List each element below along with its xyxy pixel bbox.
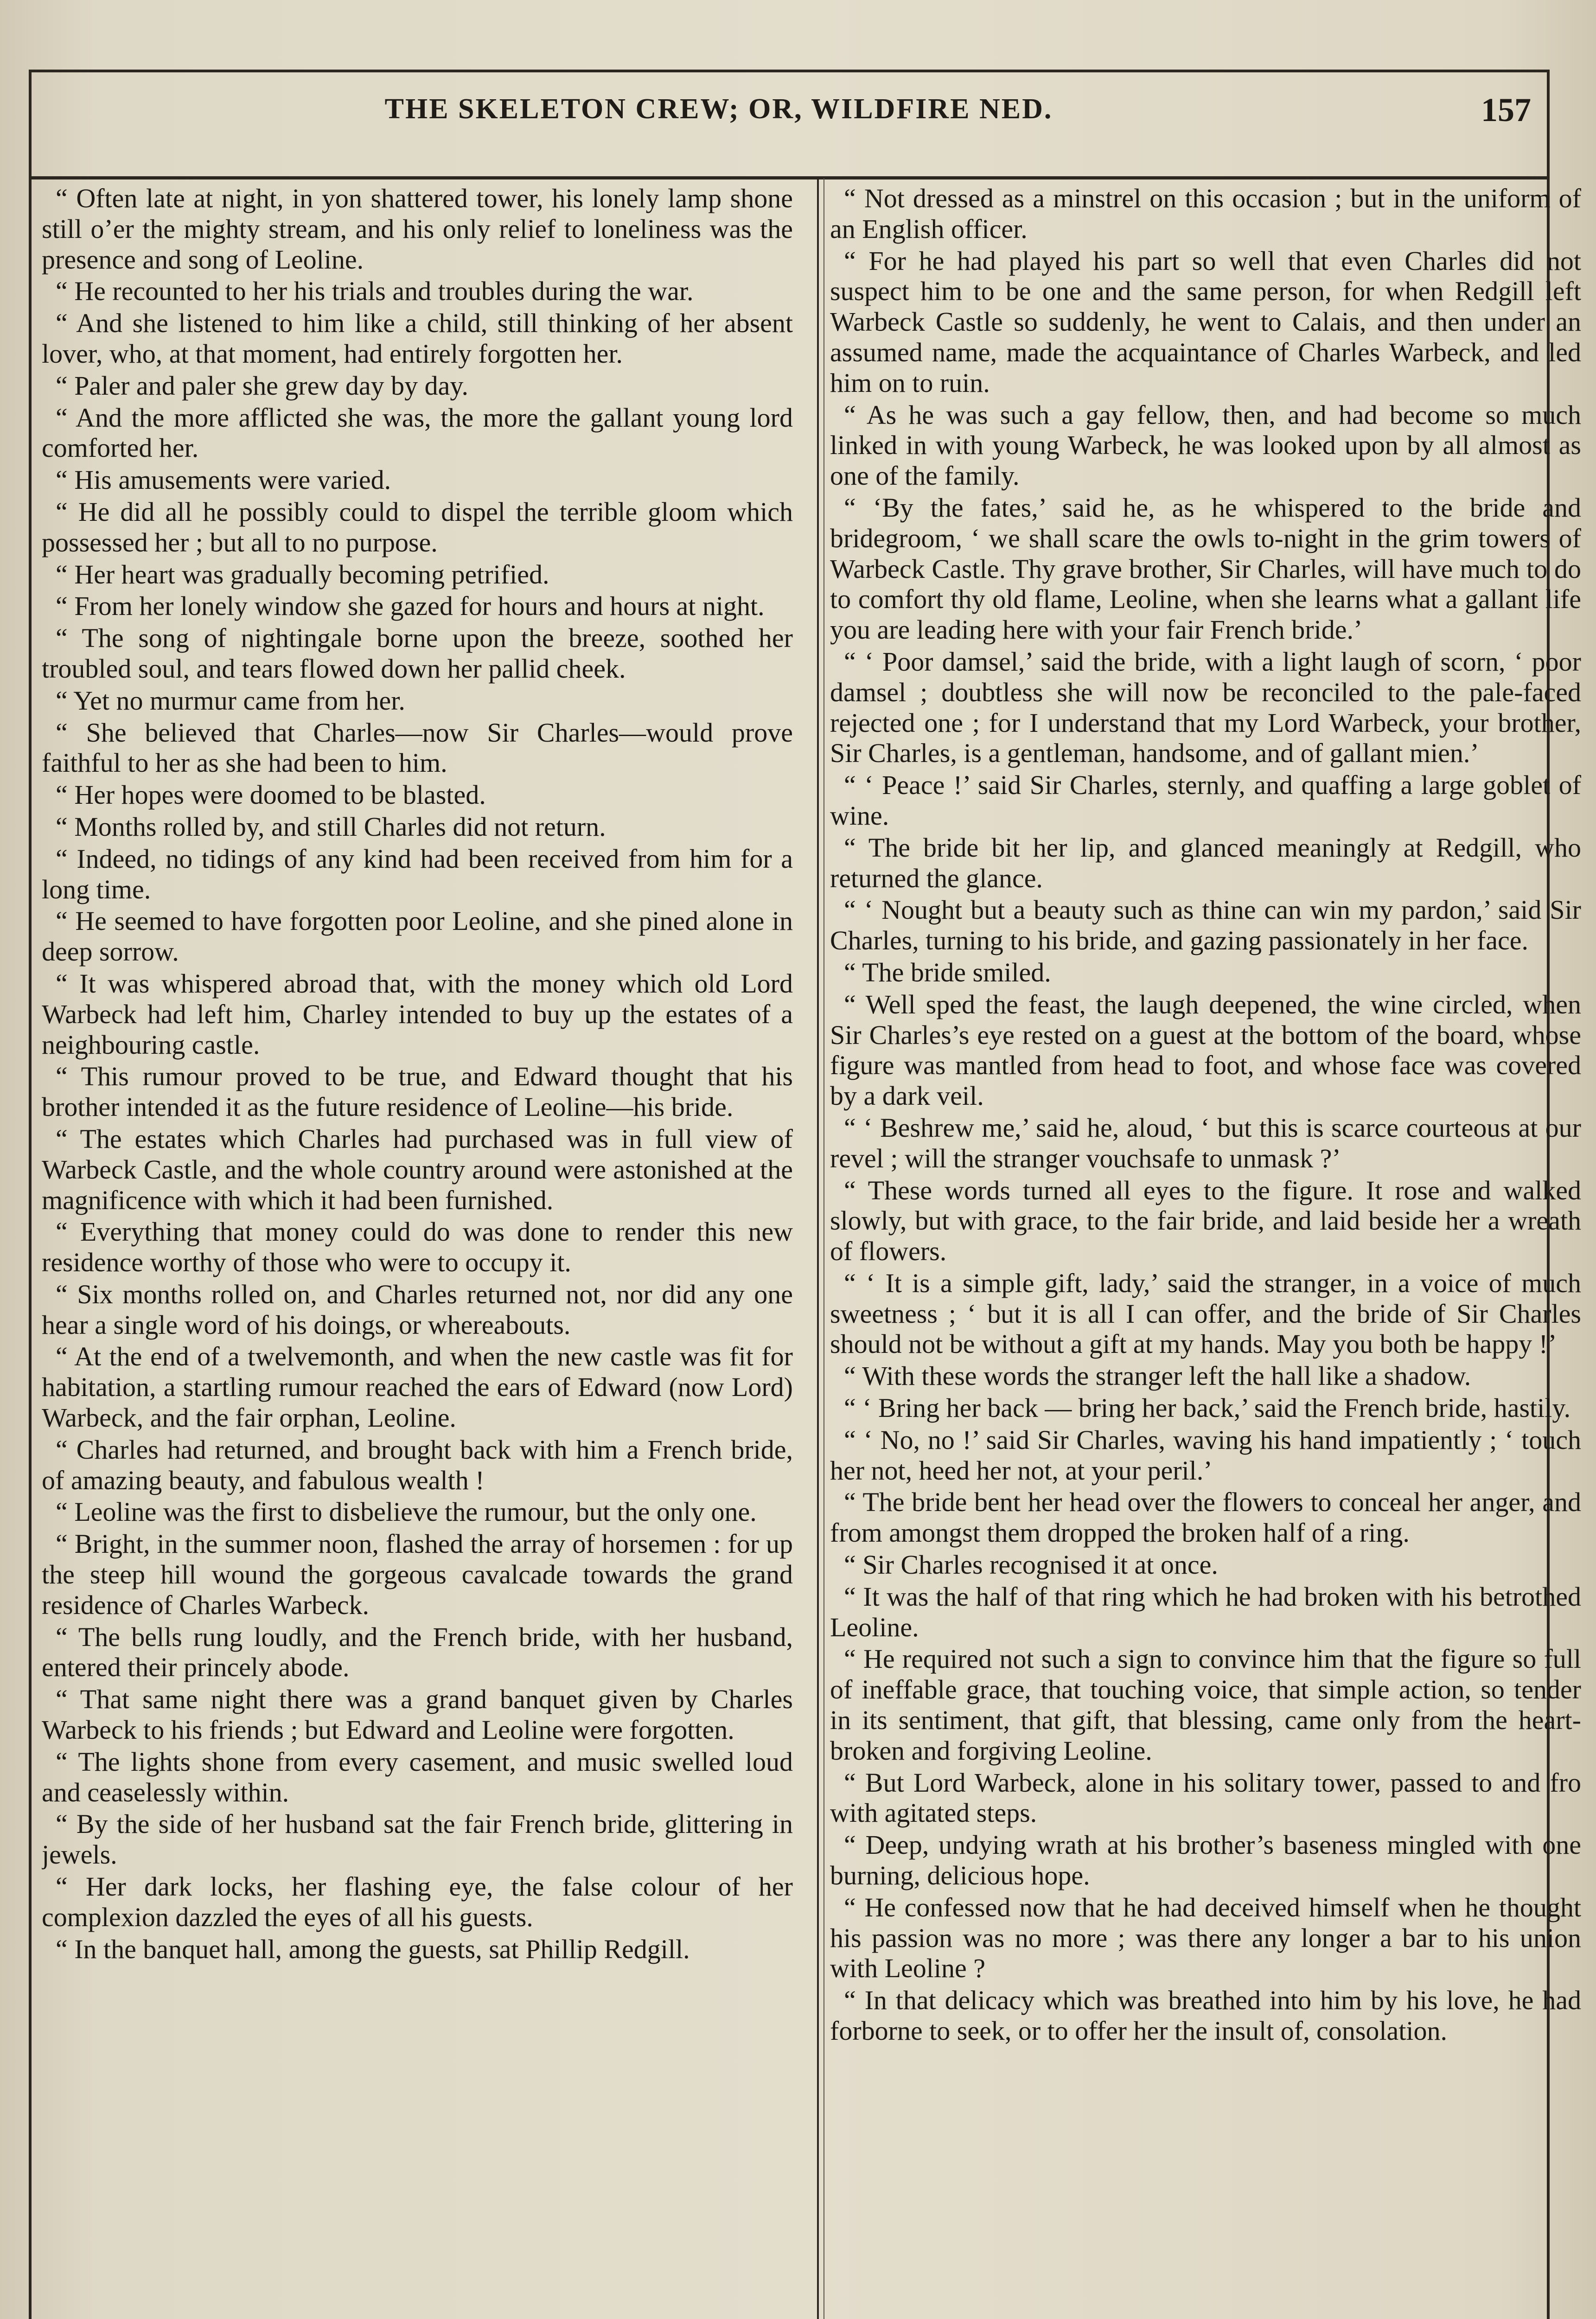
- paragraph: “ He seemed to have forgotten poor Leoline, and she pined alone in deep sorrow.: [42, 906, 793, 967]
- header-rule: [29, 176, 1550, 179]
- paragraph: “ In the banquet hall, among the guests, sat Phillip Redgill.: [56, 1934, 690, 1964]
- paragraph: “ ‘ Peace !’ said Sir Charles, sternly, and quaffing a large goblet of wine.: [830, 770, 1581, 831]
- page-number: 157: [1481, 91, 1531, 128]
- paragraph: “ The lights shone from every casement, and music swelled loud and ceaselessly within.: [42, 1746, 793, 1807]
- paragraph: “ Often late at night, in yon shattered tower, his lonely lamp shone still o’er the mighty stream, and his only relief to loneliness was the presence and song of Leoline.: [42, 183, 793, 275]
- paragraph: “ In that delicacy which was breathed into him by his love, he had forborne to seek, or to offer her the insult of, consolation.: [830, 1985, 1581, 2046]
- paragraph: “ He recounted to her his trials and troubles during the war.: [56, 276, 694, 307]
- paragraph: “ Everything that money could do was done to render this new residence worthy of those who were to occupy it.: [42, 1217, 793, 1278]
- paragraph: “ At the end of a twelvemonth, and when the new castle was fit for habitation, a startling rumour reached the ears of Edward (now Lord) Warbeck, and the fair orphan, Leoline.: [42, 1341, 793, 1433]
- paragraph: “ The song of nightingale borne upon the breeze, soothed her troubled soul, and tears flowed down her pallid cheek.: [42, 623, 793, 684]
- paragraph: “ He did all he possibly could to dispel the terrible gloom which possessed her ; but all to no purpose.: [42, 496, 793, 557]
- paragraph: “ ‘ Beshrew me,’ said he, aloud, ‘ but this is scarce courteous at our revel ; will the stranger vouchsafe to unmask ?’: [830, 1112, 1581, 1173]
- paragraph: “ The bride smiled.: [844, 957, 1051, 987]
- paragraph: “ With these words the stranger left the hall like a shadow.: [844, 1361, 1471, 1391]
- paragraph: “ From her lonely window she gazed for hours and hours at night.: [56, 591, 765, 621]
- paragraph: “ But Lord Warbeck, alone in his solitary tower, passed to and fro with agitated steps.: [830, 1767, 1581, 1828]
- paragraph: “ ‘ Poor damsel,’ said the bride, with a light laugh of scorn, ‘ poor damsel ; doubtless she will now be reconciled to the pale-faced rejected one ; for I understand that my Lord Warbeck, your brother, Sir Charles, is a gentleman, handsome, and of gallant mien.’: [830, 646, 1581, 769]
- paragraph: “ It was whispered abroad that, with the money which old Lord Warbeck had left him, Charley intended to buy up the estates of a neighbouring castle.: [42, 968, 793, 1060]
- paragraph: “ ‘ Bring her back — bring her back,’ said the French bride, hastily.: [844, 1393, 1571, 1423]
- paragraph: “ The bells rung loudly, and the French bride, with her husband, entered their princely abode.: [42, 1621, 793, 1683]
- paragraph: “ He confessed now that he had deceived himself when he thought his passion was no more ; was there any longer a bar to his union with Leoline ?: [830, 1892, 1581, 1984]
- paragraph: “ Not dressed as a minstrel on this occasion ; but in the uniform of an English officer.: [830, 183, 1581, 244]
- paragraph: “ It was the half of that ring which he had broken with his betrothed Leoline.: [830, 1581, 1581, 1642]
- right-column: [830, 183, 1581, 2319]
- paragraph: “ Paler and paler she grew day by day.: [56, 370, 469, 401]
- paragraph: “ By the side of her husband sat the fair French bride, glittering in jewels.: [42, 1809, 793, 1870]
- column-divider: [817, 178, 819, 2319]
- paragraph: “ And the more afflicted she was, the more the gallant young lord comforted her.: [42, 402, 793, 463]
- paragraph: “ The estates which Charles had purchased was in full view of Warbeck Castle, and the whole country around were astonished at the magnificence with which it had been furnished.: [42, 1123, 793, 1215]
- paragraph: “ Yet no murmur came from her.: [56, 685, 405, 716]
- paragraph: “ Her dark locks, her flashing eye, the false colour of her complexion dazzled the eyes of all his guests.: [42, 1871, 793, 1932]
- paragraph: “ Bright, in the summer noon, flashed the array of horsemen : for up the steep hill wound the gorgeous cavalcade towards the grand residence of Charles Warbeck.: [42, 1529, 793, 1620]
- paragraph: “ ‘ No, no !’ said Sir Charles, waving his hand impatiently ; ‘ touch her not, heed her not, at your peril.’: [830, 1424, 1581, 1486]
- paragraph: “ Leoline was the first to disbelieve the rumour, but the only one.: [56, 1497, 757, 1527]
- paragraph: “ Six months rolled on, and Charles returned not, nor did any one hear a single word of his doings, or whereabouts.: [42, 1279, 793, 1340]
- paragraph: “ ‘ Nought but a beauty such as thine can win my pardon,’ said Sir Charles, turning to his bride, and gazing passionately in her face.: [830, 895, 1581, 956]
- paragraph: “ The bride bent her head over the flowers to conceal her anger, and from amongst them dropped the broken half of a ring.: [830, 1487, 1581, 1548]
- paragraph: “ Sir Charles recognised it at once.: [844, 1550, 1218, 1580]
- paragraph: “ Indeed, no tidings of any kind had been received from him for a long time.: [42, 843, 793, 904]
- paragraph: “ His amusements were varied.: [56, 465, 391, 495]
- paragraph: “ Her hopes were doomed to be blasted.: [56, 780, 486, 810]
- paragraph: “ As he was such a gay fellow, then, and had become so much linked in with young Warbeck, he was looked upon by all almost as one of the family.: [830, 399, 1581, 491]
- paragraph: “ Deep, undying wrath at his brother’s baseness mingled with one burning, delicious hope.: [830, 1830, 1581, 1891]
- paragraph: “ These words turned all eyes to the figure. It rose and walked slowly, but with grace, to the fair bride, and laid beside her a wreath of flowers.: [830, 1175, 1581, 1267]
- paragraph: “ Well sped the feast, the laugh deepened, the wine circled, when Sir Charles’s eye rested on a guest at the bottom of the board, whose figure was mantled from head to foot, and whose face was covered by a dark veil.: [830, 989, 1581, 1111]
- paragraph: “ Charles had returned, and brought back with him a French bride, of amazing beauty, and fabulous wealth !: [42, 1434, 793, 1495]
- paragraph: “ ‘ It is a simple gift, lady,’ said the stranger, in a voice of much sweetness ; ‘ but it is all I can offer, and the bride of Sir Charles should not be without a gift at my hands. May you both be happy !’: [830, 1268, 1581, 1359]
- running-title: THE SKELETON CREW; OR, WILDFIRE NED.: [384, 93, 1053, 125]
- left-column: [42, 183, 793, 2319]
- paragraph: “ Her heart was gradually becoming petrified.: [56, 559, 549, 589]
- paragraph: “ For he had played his part so well that even Charles did not suspect him to be one and the same person, for when Redgill left Warbeck Castle so suddenly, he went to Calais, and then under an assumed name, made the acquaintance of Charles Warbeck, and led him on to ruin.: [830, 245, 1581, 398]
- paragraph: “ The bride bit her lip, and glanced meaningly at Redgill, who returned the glance.: [830, 832, 1581, 893]
- paragraph: “ That same night there was a grand banquet given by Charles Warbeck to his friends ; but Edward and Leoline were forgotten.: [42, 1684, 793, 1745]
- paragraph: “ Months rolled by, and still Charles did not return.: [56, 811, 606, 842]
- paragraph: “ This rumour proved to be true, and Edward thought that his brother intended it as the future residence of Leoline—his bride.: [42, 1061, 793, 1122]
- paragraph: “ He required not such a sign to convince him that the figure so full of ineffable grace, that touching voice, that simple action, so tender in its sentiment, that gift, that blessing, came only from the heart-broken and forgiving Leoline.: [830, 1644, 1581, 1766]
- paragraph: “ And she listened to him like a child, still thinking of her absent lover, who, at that moment, had entirely forgotten her.: [42, 308, 793, 369]
- paragraph: “ She believed that Charles—now Sir Charles—would prove faithful to her as she had been to him.: [42, 717, 793, 778]
- paragraph: “ ‘By the fates,’ said he, as he whispered to the bride and bridegroom, ‘ we shall scare the owls to-night in the grim towers of Warbeck Castle. Thy grave brother, Sir Charles, will have much to do to comfort thy old flame, Leoline, when she learns what a gallant life you are leading here with your fair French bride.’: [830, 492, 1581, 645]
